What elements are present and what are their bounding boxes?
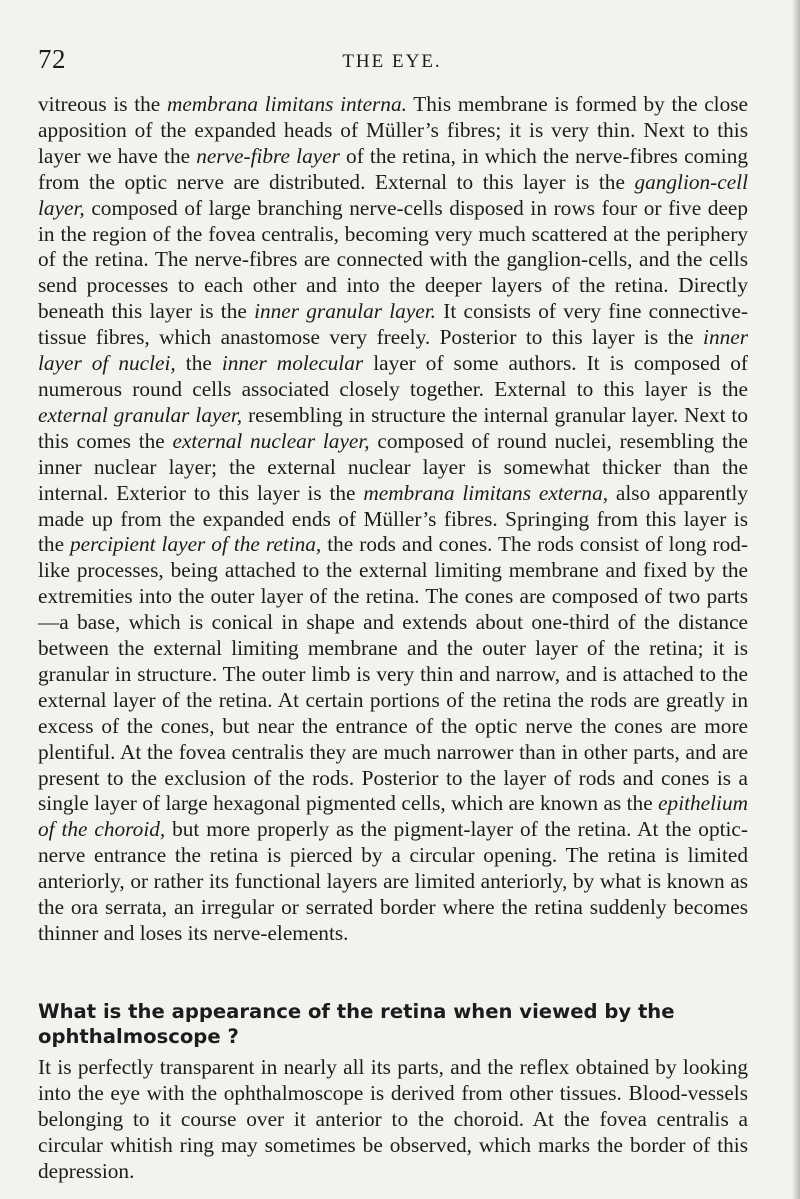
term-ganglion-cell-layer: ganglion-cell layer,: [38, 169, 748, 220]
running-head: [38, 44, 746, 80]
running-title: THE EYE.: [342, 51, 442, 72]
term-epithelium-of-the-choroid: epithelium of the choroid,: [38, 791, 748, 842]
text-segment: but more properly as the pigment-layer of the retina. At the optic-nerve entrance the retina is pierced by a circular opening. The retina is limited anteriorly, or rather its functional layers are limited anteriorly, by what is known as the ora serrata, an irregular or serrated border where the retina suddenly becomes thinner and loses its nerve-elements.: [38, 817, 748, 945]
text-segment: resembling in structure the internal granular layer. Next to this comes the: [38, 402, 748, 453]
term-nerve-fibre-layer: nerve-fibre layer: [196, 143, 340, 168]
term-inner-molecular: inner molecular: [221, 351, 364, 376]
text-segment: of the retina, in which the nerve-fibres coming from the optic nerve are distributed. External to this layer is the: [38, 143, 748, 194]
question-heading: What is the appearance of the retina when viewed by the ophthalmoscope ?: [38, 999, 675, 1048]
answer-paragraph: It is perfectly transparent in nearly all its parts, and the reflex obtained by looking into the eye with the ophthalmoscope is derived from other tissues. Blood-vessels belonging to it course over it anterior to the choroid. At the fovea centralis a circular whitish ring may sometimes be observed, which marks the border of this depression.: [38, 1054, 748, 1183]
page-body: [38, 92, 748, 1184]
text-segment: layer of some authors. It is composed of numerous round cells associated closely together. External to this layer is the: [38, 351, 748, 401]
retina-layers-paragraph: [38, 92, 748, 947]
term-inner-layer-of-nuclei: inner layer of nuclei,: [38, 325, 748, 376]
text-segment: the rods and cones. The rods consist of long rod-like processes, being attached to the external limiting membrane and fixed by the extremities into the outer layer of the retina. The cones are composed of two parts —a base, which is conical in shape and extends about one-third of the distance between the external limiting membrane and the outer layer of the retina; it is granular in structure. The outer limb is very thin and narrow, and is attached to the external layer of the retina. At certain portions of the retina the rods are greatly in excess of the cones, but near the entrance of the optic nerve the cones are more plentiful. At the fovea centralis they are much narrower than in other parts, and are present to the exclusion of the rods. Posterior to the layer of rods and cones is a single layer of large hexagonal pigmented cells, which are known as the: [38, 532, 748, 816]
text-segment: composed of round nuclei, resembling the inner nuclear layer; the external nuclear layer is somewhat thicker than the internal. Exterior to this layer is the: [38, 428, 749, 505]
text-segment: also apparently made up from the expanded ends of Müller’s fibres. Springing from this layer is the: [38, 480, 748, 557]
text-segment: composed of large branching nerve-cells disposed in rows four or five deep in the region of the fovea centralis, becoming very much scattered at the periphery of the retina. The nerve-fibres are connected with the ganglion-cells, and the cells send processes to each other and into the deeper layers of the retina. Directly beneath this layer is the: [38, 195, 748, 324]
page-edge-shadow: [792, 0, 800, 1199]
text-segment: This membrane is formed by the close apposition of the expanded heads of Müller’s fibres; it is very thin. Next to this layer we have the: [38, 92, 748, 168]
text-segment: vitreous is the: [38, 92, 167, 116]
term-percipient-layer: percipient layer of the retina,: [70, 532, 322, 557]
text-segment: It consists of very fine connective-tissue fibres, which anastomose very freely. Posterior to this layer is the: [38, 299, 748, 350]
term-external-nuclear-layer: external nuclear layer,: [172, 428, 370, 453]
term-inner-granular-layer: inner granular layer.: [254, 299, 436, 324]
page-number: 72: [38, 44, 66, 74]
term-membrana-limitans-interna: membrana limitans interna.: [166, 92, 407, 116]
term-external-granular-layer: external granular layer,: [38, 402, 243, 427]
term-membrana-limitans-externa: membrana limitans externa,: [363, 480, 609, 505]
text-segment: the: [175, 351, 222, 376]
